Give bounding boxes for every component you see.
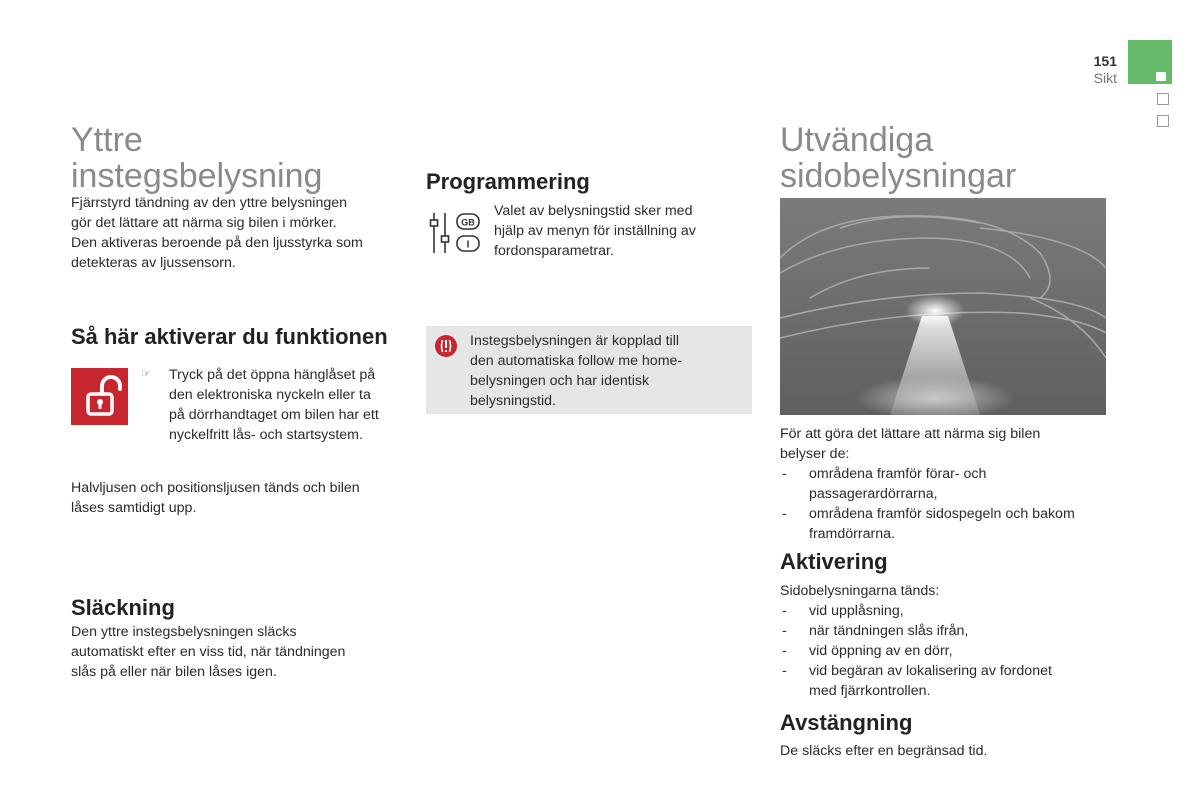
- text-line: på dörrhandtaget om bilen har ett: [169, 407, 379, 423]
- text-line: passagerardörrarna,: [809, 486, 938, 502]
- text-line: vid upplåsning,: [809, 603, 904, 619]
- note-text: [470, 331, 740, 411]
- text-line: den elektroniska nyckeln eller ta: [169, 387, 371, 403]
- off-paragraph: [71, 622, 411, 682]
- list-item: [780, 464, 1110, 504]
- text-line: hjälp av menyn för inställning av: [494, 223, 696, 239]
- shutdown-heading: Avstängning: [780, 710, 913, 735]
- section-tab: [1128, 40, 1172, 84]
- list-item: [780, 661, 1110, 701]
- tab-marker: [1156, 72, 1166, 81]
- text-line: Valet av belysningstid sker med: [494, 203, 693, 219]
- page-title-line2: instegsbelysning: [71, 157, 323, 195]
- text-line: Instegsbelysningen är kopplad till: [470, 333, 680, 349]
- text-line: Tryck på det öppna hänglåset på: [169, 367, 376, 383]
- text-line: belyser de:: [780, 446, 850, 462]
- warning-icon: [435, 335, 457, 357]
- text-line: Halvljusen och positionsljusen tänds och bilen: [71, 480, 360, 496]
- list-item: [780, 504, 1110, 544]
- list-dash: -: [782, 506, 787, 522]
- settings-sliders-icon: [428, 210, 482, 256]
- text-line: För att göra det lättare att närma sig bilen: [780, 426, 1041, 442]
- activation-heading: Aktivering: [780, 549, 888, 574]
- text-line: gör det lättare att närma sig bilen i mörker.: [71, 215, 337, 231]
- step-bullet: ☞: [141, 368, 151, 380]
- step-text: [169, 365, 419, 445]
- text-line: Fjärrstyrd tändning av den yttre belysningen: [71, 195, 348, 211]
- activation-list: [780, 581, 1110, 701]
- page-number: 151: [1093, 53, 1117, 69]
- right-title-line2: sidobelysningar: [780, 157, 1017, 195]
- off-heading: Släckning: [71, 595, 175, 620]
- right-title-line1: Utvändiga: [780, 121, 934, 159]
- text-line: fordonsparametrar.: [494, 243, 614, 259]
- list-dash: -: [782, 603, 787, 619]
- list-dash: -: [782, 643, 787, 659]
- list-dash: -: [782, 466, 787, 482]
- list-dash: -: [782, 623, 787, 639]
- section-name: Sikt: [1093, 70, 1117, 86]
- result-paragraph: [71, 478, 411, 518]
- icon-label-gb: GB: [461, 217, 475, 228]
- shutdown-text: De släcks efter en begränsad tid.: [780, 743, 988, 759]
- text-line: Sidobelysningarna tänds:: [780, 583, 940, 599]
- programming-heading: Programmering: [426, 169, 590, 194]
- right-title: [780, 122, 1110, 194]
- text-line: nyckelfritt lås- och startsystem.: [169, 427, 363, 443]
- text-line: med fjärrkontrollen.: [809, 683, 931, 699]
- list-dash: -: [782, 663, 787, 679]
- text-line: Den aktiveras beroende på den ljusstyrka som: [71, 235, 363, 251]
- right-intro: [780, 424, 1110, 544]
- text-line: vid begäran av lokalisering av fordonet: [809, 663, 1052, 679]
- text-line: automatiskt efter en viss tid, när tändningen: [71, 644, 346, 660]
- text-line: framdörrarna.: [809, 526, 895, 542]
- tab-square-2: [1157, 115, 1169, 127]
- list-item: [780, 601, 1110, 621]
- text-line: vid öppning av en dörr,: [809, 643, 953, 659]
- text-line: belysningstid.: [470, 393, 556, 409]
- text-line: när tändningen slås ifrån,: [809, 623, 969, 639]
- tab-square-1: [1157, 93, 1169, 105]
- text-line: detekteras av ljussensorn.: [71, 255, 236, 271]
- side-lighting-illustration: [780, 198, 1106, 415]
- text-line: områdena framför sidospegeln och bakom: [809, 506, 1075, 522]
- note-box: [426, 326, 752, 414]
- intro-paragraph: [71, 193, 411, 273]
- text-line: slås på eller när bilen låses igen.: [71, 664, 277, 680]
- text-line: låses samtidigt upp.: [71, 500, 197, 516]
- activate-heading: Så här aktiverar du funktionen: [71, 324, 388, 349]
- text-line: Den yttre instegsbelysningen släcks: [71, 624, 297, 640]
- unlocked-padlock-icon: [71, 368, 128, 425]
- page-title: [71, 122, 391, 194]
- text-line: områdena framför förar- och: [809, 466, 987, 482]
- text-line: den automatiska follow me home-: [470, 353, 683, 369]
- icon-label-i: I: [466, 239, 470, 251]
- list-item: [780, 621, 1110, 641]
- list-item: [780, 641, 1110, 661]
- page-title-line1: Yttre: [71, 121, 143, 159]
- programming-text: [494, 201, 744, 261]
- text-line: belysningen och har identisk: [470, 373, 650, 389]
